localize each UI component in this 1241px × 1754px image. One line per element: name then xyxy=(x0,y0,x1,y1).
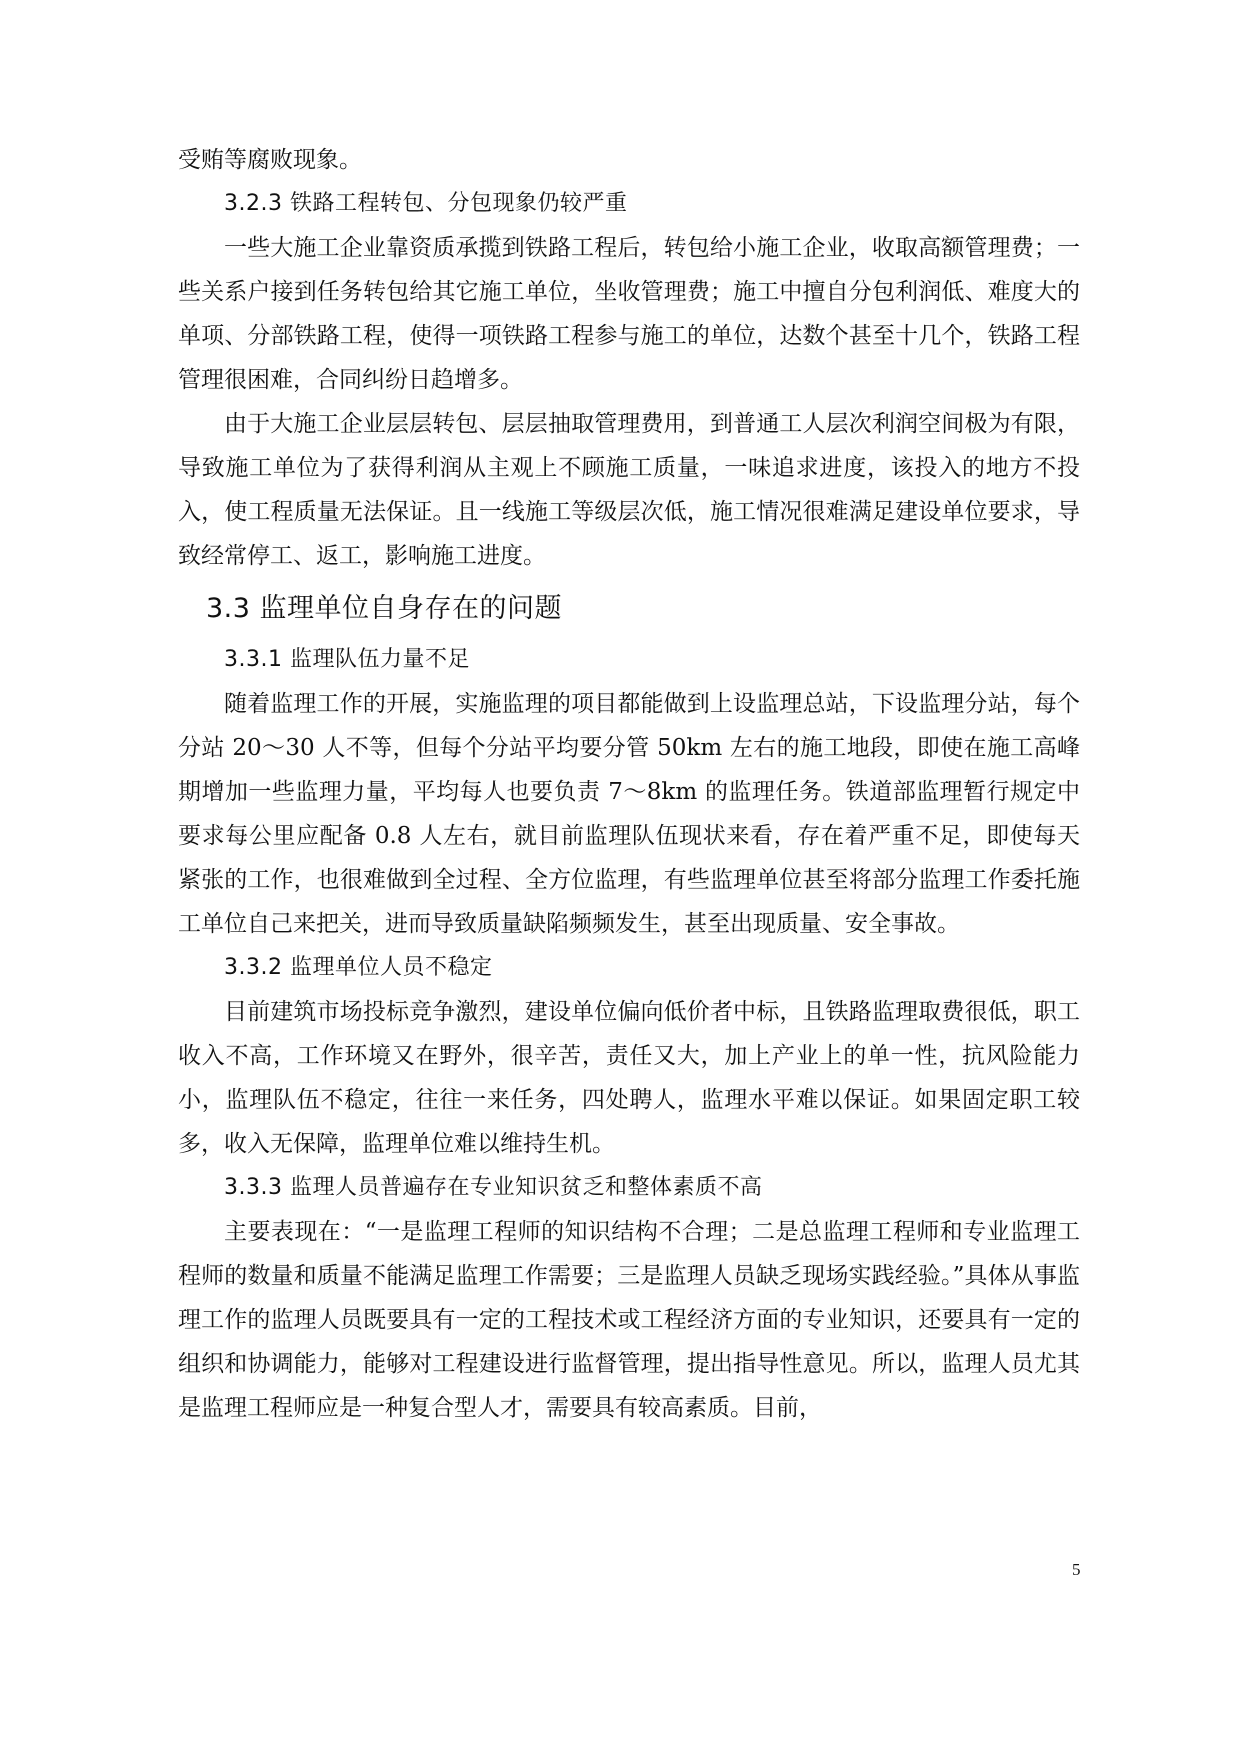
paragraph-supervision-staffing: 随着监理工作的开展，实施监理的项目都能做到上设监理总站，下设监理分站，每个分站 20～30 人不等，但每个分站平均要分管 50km 左右的施工地段，即使在施工高峰期增加一些监理力量，平均每人也要负责 7～8km 的监理任务。铁道部监理暂行规定中要求每公里应配备 0.8 人左右，就目前监理队伍现状来看，存在着严重不足，即使每天紧张的工作，也很难做到全过程、全方位监理，有些监理单位甚至将部分监理工作委托施工单位自己来把关，进而导致质量缺陷频频发生，甚至出现质量、安全事故。 xyxy=(178,691,1080,937)
heading-3-3-1: 3.3.1 监理队伍力量不足 xyxy=(224,647,470,672)
paragraph-continuation: 受贿等腐败现象。 xyxy=(178,147,362,173)
paragraph-subcontracting: 一些大施工企业靠资质承揽到铁路工程后，转包给小施工企业，收取高额管理费；一些关系户接到任务转包给其它施工单位，坐收管理费；施工中擅自分包利润低、难度大的单项、分部铁路工程，使得一项铁路工程参与施工的单位，达数个甚至十几个，铁路工程管理很困难，合同纠纷日趋增多。 xyxy=(178,235,1080,393)
heading-3-3-2: 3.3.2 监理单位人员不稳定 xyxy=(224,955,493,980)
heading-3-2-3: 3.2.3 铁路工程转包、分包现象仍较严重 xyxy=(224,191,628,216)
page-body xyxy=(178,138,1080,1430)
heading-3-3-3: 3.3.3 监理人员普遍存在专业知识贫乏和整体素质不高 xyxy=(224,1175,763,1200)
paragraph-qualifications: 主要表现在：“一是监理工程师的知识结构不合理；二是总监理工程师和专业监理工程师的数量和质量不能满足监理工作需要；三是监理人员缺乏现场实践经验。”具体从事监理工作的监理人员既要具有一定的工程技术或工程经济方面的专业知识，还要具有一定的组织和协调能力，能够对工程建设进行监督管理，提出指导性意见。所以，监理人员尤其是监理工程师应是一种复合型人才，需要具有较高素质。目前， xyxy=(178,1219,1080,1421)
page-number: 5 xyxy=(1072,1560,1081,1579)
heading-3-3: 3.3 监理单位自身存在的问题 xyxy=(206,593,563,624)
paragraph-profit-margin: 由于大施工企业层层转包、层层抽取管理费用，到普通工人层次利润空间极为有限，导致施工单位为了获得利润从主观上不顾施工质量，一味追求进度，该投入的地方不投入，使工程质量无法保证。且一线施工等级层次低，施工情况很难满足建设单位要求，导致经常停工、返工，影响施工进度。 xyxy=(178,411,1080,569)
paragraph-staff-instability: 目前建筑市场投标竞争激烈，建设单位偏向低价者中标，且铁路监理取费很低，职工收入不高，工作环境又在野外，很辛苦，责任又大，加上产业上的单一性，抗风险能力小，监理队伍不稳定，往往一来任务，四处聘人，监理水平难以保证。如果固定职工较多，收入无保障，监理单位难以维持生机。 xyxy=(178,999,1080,1157)
